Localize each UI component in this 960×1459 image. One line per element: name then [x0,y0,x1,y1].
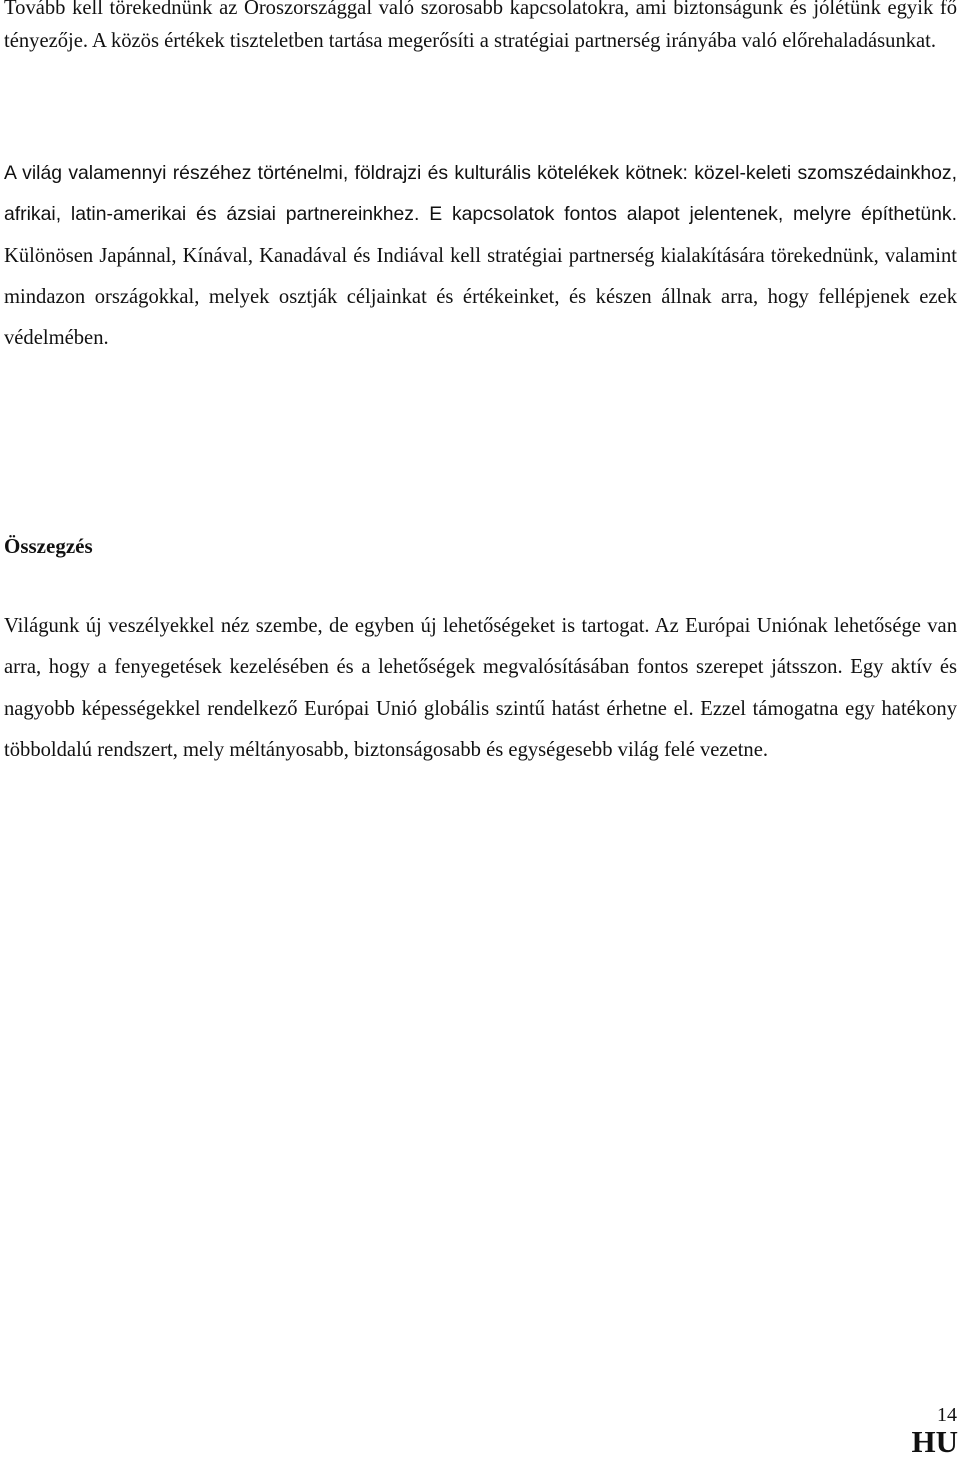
paragraph-global-partners-part-1: A világ valamennyi részéhez történelmi, földrajzi és kulturális kötelékek kötnek: közel-keleti szomszédainkhoz, afrikai, latin-amerikai és ázsiai partnereinkhez. E kapcsolatok fontos alapot jelentenek, melyre építhetünk. [4,162,957,226]
paragraph-summary: Világunk új veszélyekkel néz szembe, de egyben új lehetőségeket is tartogat. Az Európai Uniónak lehetősége van arra, hogy a fenyegetések kezelésében és a lehetőségek megvalósításában fontos szerepet játsszon. Egy aktív és nagyobb képességekkel rendelkező Európai Unió globális szintű hatást érhetne el. Ezzel támogatna egy hatékony többoldalú rendszert, mely méltányosabb, biztonságosabb és egységesebb világ felé vezetne. [4,615,957,761]
section-heading-summary: Összegzés [4,534,93,558]
language-code: HU [911,1424,958,1459]
page-number: 14 [937,1404,957,1426]
paragraph-global-partners [4,153,957,359]
paragraph-global-partners-part-2: Különösen Japánnal, Kínával, Kanadával és Indiával kell stratégiai partnerség kialakítására törekednünk, valamint mindazon országokkal, melyek osztják céljainkat és értékeinket, és készen állnak arra, hogy fellépjenek ezek védelmében. [4,244,957,350]
paragraph-russia-relations: Tovább kell törekednünk az Oroszországgal való szorosabb kapcsolatokra, ami biztonságunk és jólétünk egyik fő tényezője. A közös értékek tiszteletben tartása megerősíti a stratégiai partnerség irányába való előrehaladásunkat. [4,0,957,52]
